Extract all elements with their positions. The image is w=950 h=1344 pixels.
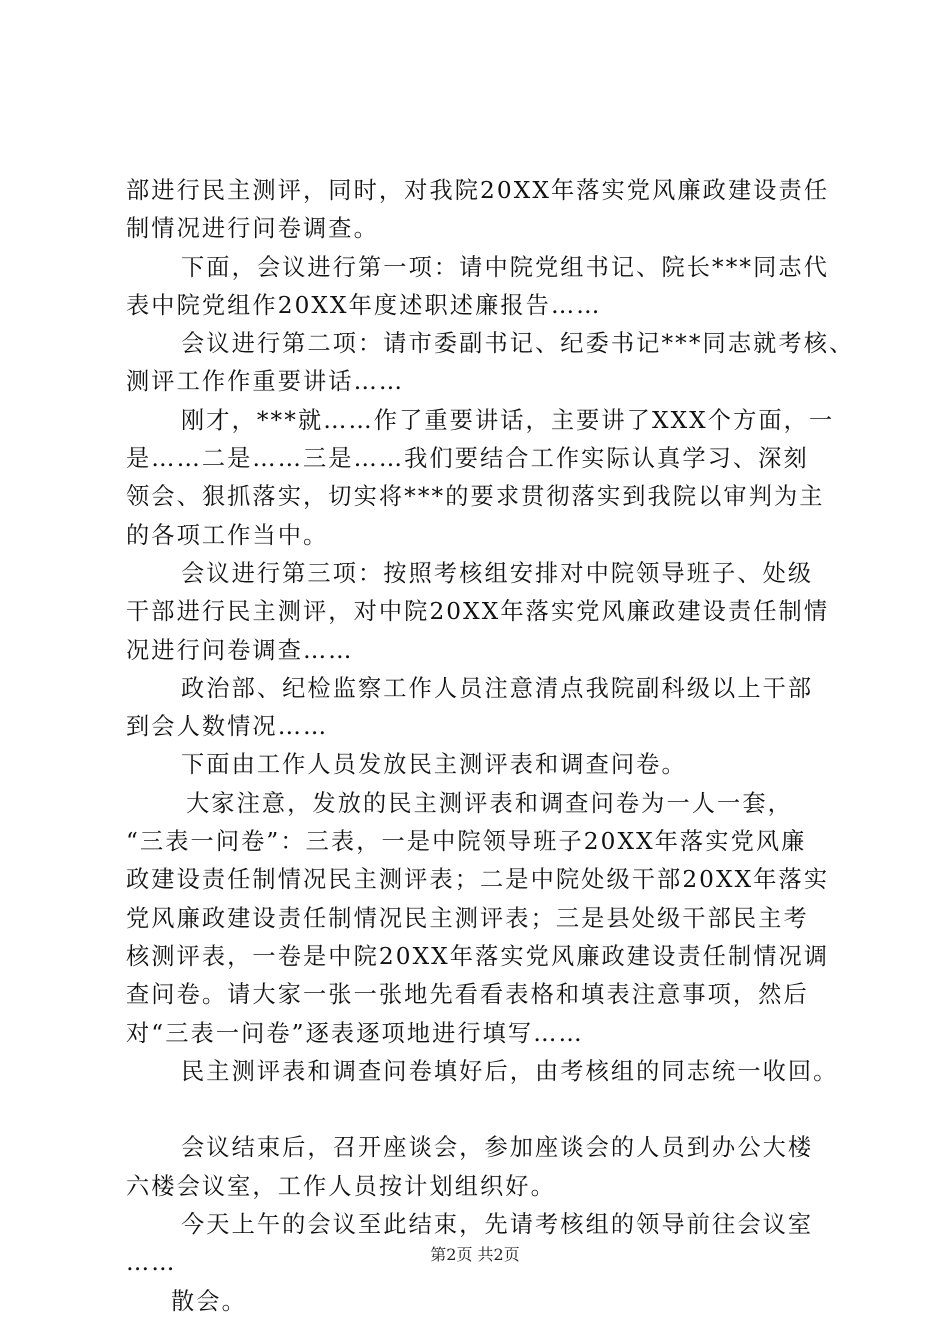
text-line: 会议结束后，召开座谈会，参加座谈会的人员到办公大楼 — [181, 1134, 814, 1162]
text-line: 到会人数情况…… — [126, 713, 329, 741]
text-line: 部进行民主测评，同时，对我院20XX年落实党风廉政建设责任 — [126, 177, 830, 204]
text-line: 党风廉政建设责任制情况民主测评表；三是县处级干部民主考 — [126, 904, 809, 932]
text-line: 民主测评表和调查问卷填好后，由考核组的同志统一收回。 — [181, 1057, 839, 1085]
text-line: 干部进行民主测评，对中院20XX年落实党风廉政建设责任制情 — [126, 598, 830, 626]
text-line: 下面，会议进行第一项：请中院党组书记、院长***同志代 — [181, 253, 829, 281]
text-line: 大家注意，发放的民主测评表和调查问卷为一人一套， — [186, 789, 793, 817]
text-line: 六楼会议室，工作人员按计划组织好。 — [126, 1172, 556, 1200]
text-line: 制情况进行问卷调查。 — [126, 215, 379, 243]
document-body — [126, 172, 856, 1321]
text-line: 刚才，***就……作了重要讲话，主要讲了XXX个方面，一 — [181, 406, 835, 434]
text-line: 政建设责任制情况民主测评表；二是中院处级干部20XX年落实 — [126, 866, 830, 894]
text-line: 对“三表一问卷”逐表逐项地进行填写…… — [126, 1019, 584, 1047]
page-footer: 第2页 共2页 — [430, 1245, 520, 1264]
text-line: 政治部、纪检监察工作人员注意清点我院副科级以上干部 — [181, 674, 814, 702]
text-line: 会议进行第三项：按照考核组安排对中院领导班子、处级 — [181, 559, 814, 587]
text-line: 况进行问卷调查…… — [126, 636, 354, 664]
text-line: 今天上午的会议至此结束，先请考核组的领导前往会议室 — [181, 1211, 814, 1239]
text-line: 查问卷。请大家一张一张地先看看表格和填表注意事项，然后 — [126, 981, 809, 1009]
text-line: 是……二是……三是……我们要结合工作实际认真学习、深刻 — [126, 445, 809, 473]
text-line: …… — [126, 1249, 177, 1277]
text-line: 散会。 — [171, 1287, 247, 1315]
text-line: 测评工作作重要讲话…… — [126, 368, 405, 396]
text-line: 表中院党组作20XX年度述职述廉报告…… — [126, 291, 602, 319]
text-line: 会议进行第二项：请市委副书记、纪委书记***同志就考核、 — [181, 330, 855, 358]
text-line: 的各项工作当中。 — [126, 521, 329, 549]
text-line: 下面由工作人员发放民主测评表和调查问卷。 — [181, 751, 687, 779]
text-line: “三表一问卷”：三表，一是中院领导班子20XX年落实党风廉 — [126, 828, 807, 856]
blank-line — [126, 1091, 856, 1129]
text-line: 领会、狠抓落实，切实将***的要求贯彻落实到我院以审判为主 — [126, 483, 825, 511]
text-line: 核测评表，一卷是中院20XX年落实党风廉政建设责任制情况调 — [126, 942, 830, 970]
